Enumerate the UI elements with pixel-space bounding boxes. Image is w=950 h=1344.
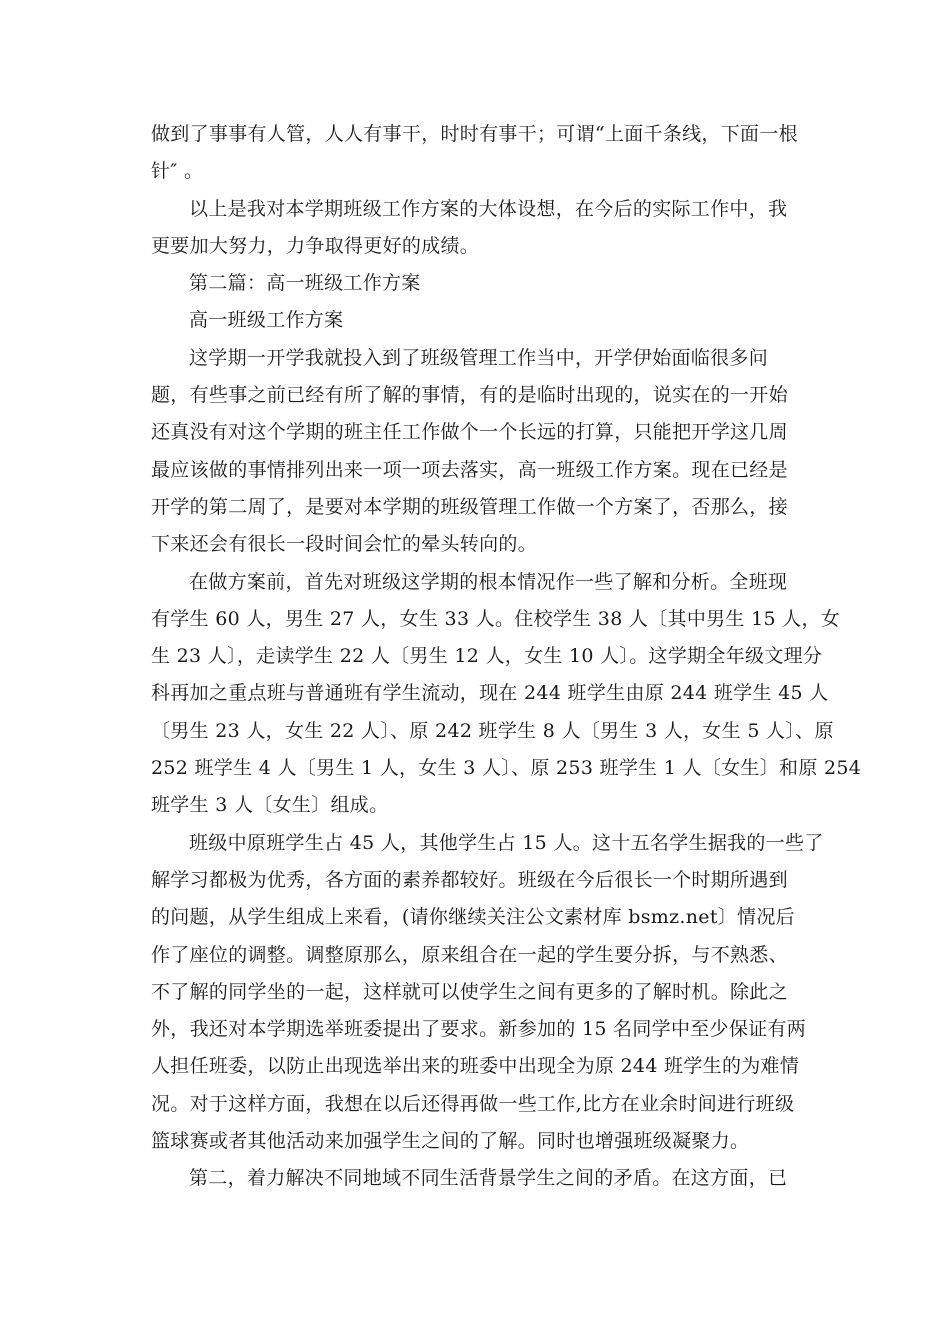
text-line: 的问题，从学生组成上来看，(请你继续关注公文素材库 bsmz.net〕情况后: [151, 906, 795, 929]
text-line: 第二，着力解决不同地域不同生活背景学生之间的矛盾。在这方面，已: [189, 1167, 788, 1190]
text-line: 更要加大努力，力争取得更好的成绩。: [151, 234, 480, 257]
text-line: 这学期一开学我就投入到了班级管理工作当中，开学伊始面临很多问: [189, 346, 769, 369]
text-line: 作了座位的调整。调整原那么，原来组合在一起的学生要分拆，与不熟悉、: [151, 943, 788, 966]
text-line: 解学习都极为优秀，各方面的素养都较好。班级在今后很长一个时期所遇到: [151, 868, 788, 891]
text-line: 外，我还对本学期选举班委提出了要求。新参加的 15 名同学中至少保证有两: [151, 1018, 807, 1041]
text-line: 最应该做的事情排列出来一项一项去落实，高一班级工作方案。现在已经是: [151, 458, 788, 481]
document-body: [151, 116, 862, 1198]
text-line: 〔男生 23 人，女生 22 人〕、原 242 班学生 8 人〔男生 3 人，女生 5 人〕、原: [151, 719, 834, 742]
text-line: 下来还会有很长一段时间会忙的晕头转向的。: [151, 533, 538, 556]
text-line: 252 班学生 4 人〔男生 1 人，女生 3 人〕、原 253 班学生 1 人〔女生〕和原 254: [151, 757, 862, 780]
text-line: 篮球赛或者其他活动来加强学生之间的了解。同时也增强班级凝聚力。: [151, 1130, 750, 1153]
text-line: 开学的第二周了，是要对本学期的班级管理工作做一个方案了，否那么，接: [151, 495, 788, 518]
text-line: 题，有些事之前已经有所了解的事情，有的是临时出现的，说实在的一开始: [151, 384, 788, 407]
text-line: 班级中原班学生占 45 人，其他学生占 15 人。这十五名学生据我的一些了: [189, 831, 824, 854]
text-line: 做到了事事有人管，人人有事干，时时有事干；可谓“上面千条线，下面一根: [151, 123, 798, 145]
text-line: 班学生 3 人〔女生〕组成。: [151, 794, 389, 817]
text-line: 还真没有对这个学期的班主任工作做个一个长远的打算，只能把开学这几周: [151, 421, 788, 444]
text-line: 第二篇：高一班级工作方案: [189, 272, 421, 295]
text-line: 不了解的同学坐的一起，这样就可以使学生之间有更多的了解时机。除此之: [151, 980, 788, 1003]
text-line: 人担任班委，以防止出现选举出来的班委中出现全为原 244 班学生的为难情: [151, 1055, 800, 1078]
text-line: 科再加之重点班与普通班有学生流动，现在 244 班学生由原 244 班学生 45 人: [151, 682, 829, 705]
text-line: 高一班级工作方案: [189, 309, 344, 332]
text-line: 在做方案前，首先对班级这学期的根本情况作一些了解和分析。全班现: [189, 570, 788, 593]
text-line: 针″ 。: [151, 160, 204, 183]
text-line: 有学生 60 人，男生 27 人，女生 33 人。住校学生 38 人〔其中男生 15 人，女: [151, 607, 841, 630]
text-line: 以上是我对本学期班级工作方案的大体设想，在今后的实际工作中，我: [189, 197, 788, 220]
text-line: 生 23 人〕，走读学生 22 人〔男生 12 人，女生 10 人〕。这学期全年级文理分: [151, 645, 823, 668]
text-line: 况。对于这样方面，我想在以后还得再做一些工作,比方在业余时间进行班级: [151, 1092, 795, 1115]
